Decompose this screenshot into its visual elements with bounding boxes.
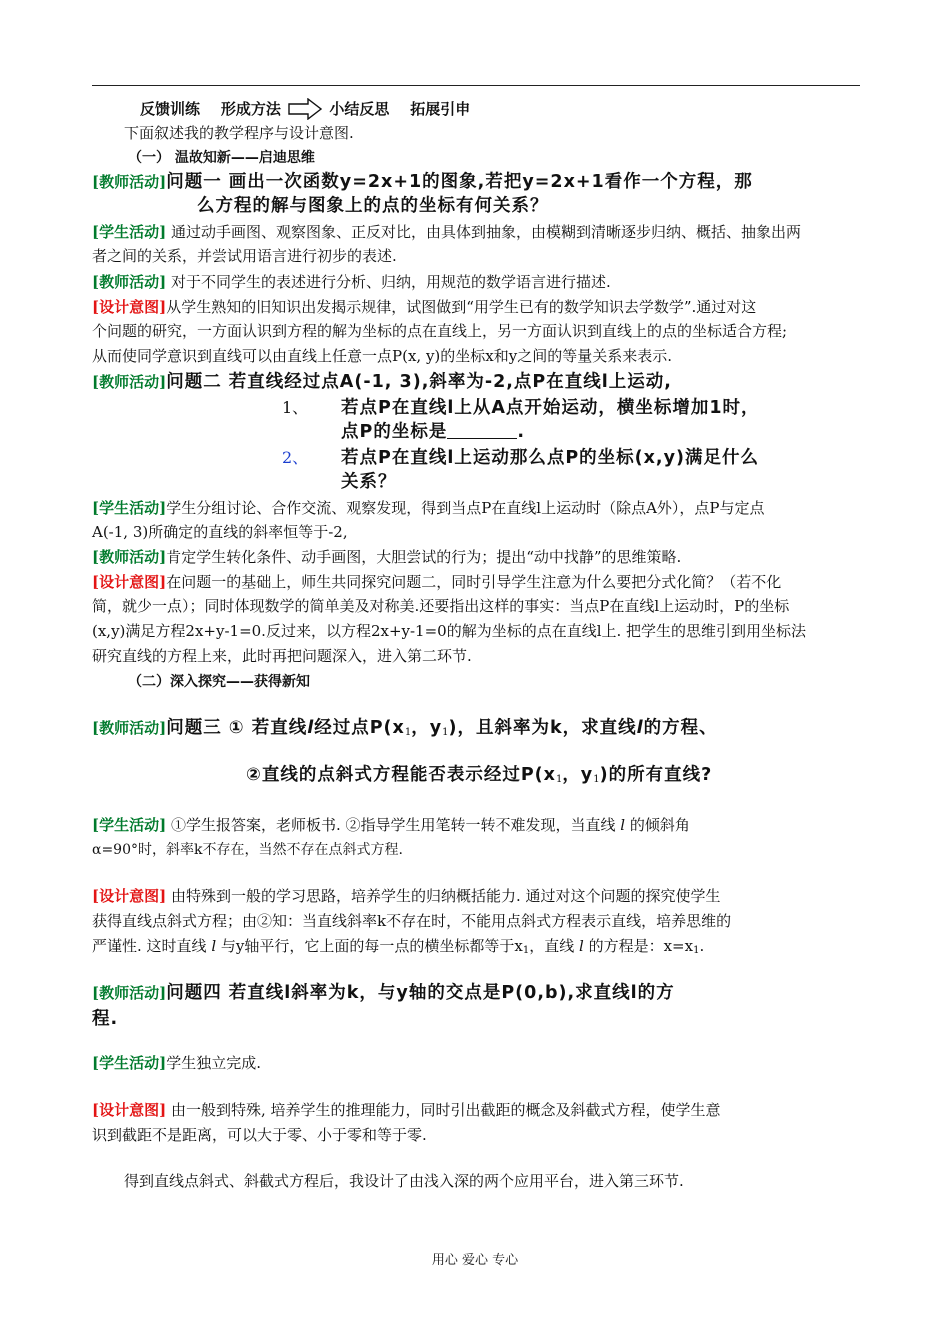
design4-line1: [设计意图] 由一般到特殊, 培养学生的推理能力，同时引出截距的概念及斜截式方程，使学生意 bbox=[92, 1101, 721, 1119]
student2-line2: A(-1, 3)所确定的直线的斜率恒等于-2, bbox=[92, 523, 348, 541]
student2-line1: [学生活动]学生分组讨论、合作交流、观察发现，得到当点P在直线l上运动时（除点A外），点P与定点 bbox=[92, 499, 765, 517]
teacher-tag: [教师活动] bbox=[92, 173, 167, 191]
teacher2b: [教师活动]肯定学生转化条件、动手画图，大胆尝试的行为；提出“动中找静”的思维策略. bbox=[92, 548, 682, 566]
intro-text: 下面叙述我的教学程序与设计意图. bbox=[124, 124, 354, 142]
student3-line1: [学生活动] ①学生报答案，老师板书. ②指导学生用笔转一转不难发现，当直线 l 的倾斜角 bbox=[92, 816, 690, 834]
problem2-item2-line1: 若点P在直线l上运动那么点P的坐标(x,y)满足什么 bbox=[341, 448, 759, 468]
header-rule bbox=[92, 85, 860, 86]
flow-item: 反馈训练 bbox=[140, 100, 201, 118]
teacher-tag: [教师活动] bbox=[92, 548, 167, 566]
student1-line2: 者之间的关系，并尝试用语言进行初步的表述. bbox=[92, 247, 397, 265]
problem4-line1: [教师活动]问题四 若直线l斜率为k，与y轴的交点是P(0,b),求直线l的方 bbox=[92, 983, 675, 1003]
design-tag: [设计意图] bbox=[92, 887, 167, 905]
design2-line1: [设计意图]在问题一的基础上，师生共同探究问题二，同时引导学生注意为什么要把分式化简？（若不化 bbox=[92, 573, 782, 591]
flow-item: 拓展引申 bbox=[410, 100, 471, 118]
section2-title: （二）深入探究——获得新知 bbox=[128, 674, 310, 690]
design3-line3: 严谨性. 这时直线 l 与y轴平行，它上面的每一点的横坐标都等于$x_1$，直线 l 的方程是：$x=x_1$. bbox=[92, 937, 705, 956]
flow-line bbox=[140, 98, 470, 120]
answer-blank bbox=[447, 422, 517, 439]
design-tag: [设计意图] bbox=[92, 298, 167, 316]
design-tag: [设计意图] bbox=[92, 1101, 167, 1119]
teacher-tag: [教师活动] bbox=[92, 984, 167, 1002]
student3-line2: α=90°时，斜率k不存在，当然不存在点斜式方程. bbox=[92, 842, 403, 858]
problem2-item1-line2: 点P的坐标是 . bbox=[341, 422, 525, 442]
design2-line3: (x,y)满足方程2x+y-1=0.反过来，以方程2x+y-1=0的解为坐标的点在直线l上. 把学生的思维引到用坐标法 bbox=[92, 622, 807, 640]
student-tag: [学生活动] bbox=[92, 223, 167, 241]
problem2-head: [教师活动]问题二 若直线经过点A(-1, 3),斜率为-2,点P在直线l上运动, bbox=[92, 372, 672, 392]
student-tag: [学生活动] bbox=[92, 816, 167, 834]
section1-title: （一） 温故知新——启迪思维 bbox=[128, 150, 315, 166]
problem3-line2: ②直线的点斜式方程能否表示经过$P(x_1$，$y_1$)的所有直线? bbox=[246, 765, 713, 785]
closing-text: 得到直线点斜式、斜截式方程后，我设计了由浅入深的两个应用平台，进入第三环节. bbox=[124, 1172, 684, 1190]
problem1-line2: 么方程的解与图象上的点的坐标有何关系？ bbox=[197, 196, 549, 216]
problem1-line1: [教师活动]问题一 画出一次函数y=2x+1的图象,若把y=2x+1看作一个方程，那 bbox=[92, 172, 753, 192]
design-tag: [设计意图] bbox=[92, 573, 167, 591]
problem2-item2-line2: 关系？ bbox=[341, 472, 397, 492]
flow-item: 小结反思 bbox=[329, 100, 390, 118]
design1-line1: [设计意图]从学生熟知的旧知识出发揭示规律，试图做到“用学生已有的数学知识去学数学”.通过对这 bbox=[92, 298, 757, 316]
problem3-line1: [教师活动]问题三 ① 若直线l经过点$P(x_1$，$y_1$)，且斜率为k，求直线l的方程、 bbox=[92, 718, 718, 738]
teacher-tag: [教师活动] bbox=[92, 719, 167, 737]
student1-line1: [学生活动] 通过动手画图、观察图象、正反对比，由具体到抽象，由模糊到清晰逐步归纳、概括、抽象出两 bbox=[92, 223, 801, 241]
teacher-tag: [教师活动] bbox=[92, 373, 167, 391]
problem2-item1-number: 1、 bbox=[282, 398, 309, 417]
student-tag: [学生活动] bbox=[92, 499, 167, 517]
teacher-tag: [教师活动] bbox=[92, 273, 167, 291]
problem2-item2-number: 2、 bbox=[282, 448, 309, 467]
design4-line2: 识到截距不是距离，可以大于零、小于零和等于零. bbox=[92, 1126, 427, 1144]
student4: [学生活动]学生独立完成. bbox=[92, 1054, 261, 1072]
design1-line2: 个问题的研究，一方面认识到方程的解为坐标的点在直线上，另一方面认识到直线上的点的坐标适合方程; bbox=[92, 322, 788, 340]
design2-line4: 研究直线的方程上来，此时再把问题深入，进入第二环节. bbox=[92, 647, 472, 665]
problem4-line2: 程. bbox=[92, 1009, 119, 1029]
design2-line2: 简，就少一点）；同时体现数学的简单美及对称美.还要指出这样的事实：当点P在直线l上运动时，P的坐标 bbox=[92, 597, 790, 615]
right-arrow-icon bbox=[288, 98, 322, 120]
teacher1b: [教师活动] 对于不同学生的表述进行分析、归纳，用规范的数学语言进行描述. bbox=[92, 273, 611, 291]
design1-line3: 从而使同学意识到直线可以由直线上任意一点P(x, y)的坐标x和y之间的等量关系来表示. bbox=[92, 347, 672, 365]
student-tag: [学生活动] bbox=[92, 1054, 167, 1072]
flow-item: 形成方法 bbox=[220, 100, 281, 118]
design3-line2: 获得直线点斜式方程；由②知：当直线斜率k不存在时，不能用点斜式方程表示直线，培养思维的 bbox=[92, 912, 732, 930]
page-footer: 用心 爱心 专心 bbox=[431, 1253, 519, 1268]
problem2-item1-line1: 若点P在直线l上从A点开始运动，横坐标增加1时， bbox=[341, 398, 760, 418]
design3-line1: [设计意图] 由特殊到一般的学习思路，培养学生的归纳概括能力. 通过对这个问题的探究使学生 bbox=[92, 887, 721, 905]
